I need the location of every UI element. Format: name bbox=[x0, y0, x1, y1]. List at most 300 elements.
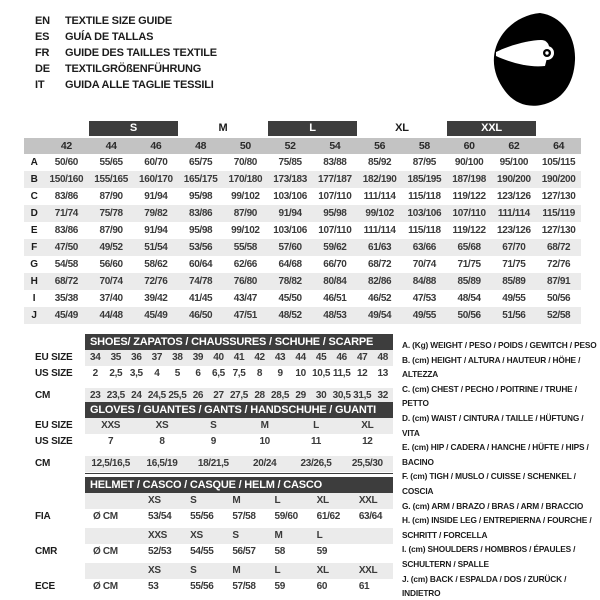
size-value: 80/84 bbox=[323, 276, 347, 287]
helmet-icon bbox=[488, 10, 578, 110]
size-value: 55/56 bbox=[190, 581, 214, 592]
row-label: H bbox=[30, 276, 38, 287]
size-label: XL bbox=[316, 495, 329, 506]
language-code: ES bbox=[35, 31, 50, 43]
size-label: S bbox=[190, 495, 197, 506]
size-value: 45/49 bbox=[144, 310, 168, 321]
size-value: 95/98 bbox=[188, 225, 213, 236]
main-table-row-G bbox=[24, 256, 581, 273]
row-label: J bbox=[31, 310, 37, 321]
size-value: L bbox=[313, 420, 319, 431]
main-table-row-I bbox=[24, 290, 581, 307]
size-number: 42 bbox=[60, 140, 72, 152]
size-value: 56/60 bbox=[99, 259, 123, 270]
size-number: 52 bbox=[284, 140, 296, 152]
size-value: 71/75 bbox=[457, 259, 481, 270]
size-value: 68/72 bbox=[54, 276, 79, 287]
size-label: S bbox=[190, 565, 197, 576]
size-value: 65/68 bbox=[457, 242, 481, 253]
size-value: 99/102 bbox=[231, 225, 260, 236]
size-value: 26 bbox=[192, 390, 204, 401]
size-value: XXS bbox=[101, 420, 121, 431]
size-value: 95/98 bbox=[188, 191, 213, 202]
main-table-row-J bbox=[24, 307, 581, 324]
size-value: 25,5/30 bbox=[351, 458, 383, 469]
row-label: D bbox=[30, 208, 38, 219]
size-value: 38 bbox=[172, 352, 183, 363]
row-label bbox=[35, 528, 85, 544]
size-value: 87/90 bbox=[233, 208, 258, 219]
size-value: 12 bbox=[362, 436, 373, 447]
size-value: 185/195 bbox=[407, 174, 442, 185]
size-value: 6 bbox=[195, 368, 201, 379]
size-label: M bbox=[274, 530, 283, 541]
helmet-size-row bbox=[35, 528, 393, 544]
size-value: 48 bbox=[377, 352, 388, 363]
size-value: 87/90 bbox=[99, 225, 123, 236]
size-value: 59 bbox=[316, 546, 328, 557]
size-value: 79/82 bbox=[144, 208, 168, 219]
size-value: 11,5 bbox=[332, 368, 351, 379]
size-value: 24,5 bbox=[147, 390, 166, 401]
size-value: 31,5 bbox=[353, 390, 372, 401]
unit-cell bbox=[85, 563, 140, 579]
size-value: 7 bbox=[108, 436, 114, 447]
size-value: 61/63 bbox=[367, 242, 392, 253]
size-value: 47/50 bbox=[54, 242, 79, 253]
size-value: 5 bbox=[174, 368, 180, 379]
size-value: 63/66 bbox=[412, 242, 437, 253]
row-cells bbox=[85, 544, 393, 560]
language-row bbox=[35, 77, 217, 93]
main-size-table bbox=[24, 121, 581, 324]
size-value: 11 bbox=[311, 436, 321, 447]
size-value: 39/42 bbox=[144, 293, 168, 304]
size-value: 10,5 bbox=[312, 368, 331, 379]
size-value: 127/130 bbox=[541, 191, 576, 202]
size-value: 57/60 bbox=[278, 242, 302, 253]
size-value: 111/114 bbox=[363, 225, 396, 236]
language-list bbox=[35, 13, 217, 93]
shoes-table bbox=[35, 334, 393, 404]
size-value: 18/21,5 bbox=[197, 458, 229, 469]
size-value: 59 bbox=[274, 581, 285, 592]
size-value: 13 bbox=[377, 368, 388, 379]
helmet-size-row bbox=[35, 563, 393, 579]
size-value: XL bbox=[361, 420, 374, 431]
sub-table-row bbox=[35, 456, 393, 472]
size-value: 127/130 bbox=[541, 225, 576, 236]
size-label: XS bbox=[148, 495, 161, 506]
size-group-row bbox=[24, 121, 581, 136]
size-value: 10 bbox=[259, 436, 270, 447]
size-value: 71/74 bbox=[54, 208, 79, 219]
size-value: 83/86 bbox=[188, 208, 213, 219]
language-title: TEXTILE SIZE GUIDE bbox=[65, 15, 173, 27]
size-value: 37/40 bbox=[99, 293, 123, 304]
size-value: 54/55 bbox=[190, 546, 214, 557]
main-table-row-F bbox=[24, 239, 581, 256]
language-code: FR bbox=[35, 47, 50, 59]
language-title: GUÍA DE TALLAS bbox=[65, 31, 154, 43]
language-code: EN bbox=[35, 15, 50, 27]
size-value: 35/38 bbox=[54, 293, 79, 304]
main-table-row-D bbox=[24, 205, 581, 222]
row-cells bbox=[85, 563, 393, 579]
unit-cell: Ø CM bbox=[93, 546, 118, 557]
size-value: 119/122 bbox=[452, 225, 486, 236]
size-value: 59/60 bbox=[274, 511, 298, 522]
size-value: 53 bbox=[148, 581, 159, 592]
size-value: 49/55 bbox=[412, 310, 437, 321]
row-cells bbox=[85, 366, 393, 382]
gloves-table bbox=[35, 402, 393, 472]
size-value: 111/114 bbox=[363, 191, 396, 202]
row-label bbox=[35, 563, 85, 579]
main-table-row-E bbox=[24, 222, 581, 239]
language-row bbox=[35, 13, 217, 29]
size-value: 55/65 bbox=[99, 157, 123, 168]
size-value: 76/80 bbox=[233, 276, 258, 287]
size-label bbox=[351, 528, 393, 544]
size-value: 39 bbox=[192, 352, 204, 363]
size-value: 35 bbox=[110, 352, 122, 363]
size-value: 37 bbox=[151, 352, 163, 363]
size-value: 66/70 bbox=[323, 259, 347, 270]
legend-item: I. (cm) SHOULDERS / HOMBROS / ÉPAULES / SCHULTERN / SPALLE bbox=[402, 544, 576, 569]
legend-item: G. (cm) ARM / BRAZO / BRAS / ARM / BRACCIO bbox=[402, 500, 584, 511]
size-label: XXL bbox=[358, 565, 378, 576]
size-value: 29 bbox=[295, 390, 306, 401]
row-label: US SIZE bbox=[35, 436, 73, 447]
corner-cell bbox=[24, 138, 44, 154]
size-number: 50 bbox=[239, 140, 251, 152]
helmet-value-row bbox=[35, 579, 393, 595]
size-value: 24 bbox=[131, 390, 142, 401]
helmet-value-row bbox=[35, 509, 393, 525]
size-value: 107/110 bbox=[318, 225, 352, 236]
size-value: 173/183 bbox=[273, 174, 307, 185]
row-cells bbox=[85, 434, 393, 450]
size-value: 46/50 bbox=[188, 310, 213, 321]
size-value: 46/51 bbox=[323, 293, 347, 304]
size-value: 50/60 bbox=[54, 157, 79, 168]
size-value: 46/52 bbox=[367, 293, 392, 304]
size-value: 87/90 bbox=[99, 191, 123, 202]
size-value: 6,5 bbox=[212, 368, 225, 379]
size-value: 52/53 bbox=[148, 546, 172, 557]
size-value: 103/106 bbox=[273, 191, 307, 202]
size-value: 49/55 bbox=[502, 293, 526, 304]
size-value: 30 bbox=[315, 390, 327, 401]
helmet-size-row bbox=[35, 493, 393, 509]
size-value: 87/91 bbox=[546, 276, 571, 287]
size-label: XL bbox=[316, 565, 329, 576]
size-value: 75/78 bbox=[99, 208, 123, 219]
size-value: 71/75 bbox=[502, 259, 526, 270]
size-value: 49/54 bbox=[367, 310, 392, 321]
language-row bbox=[35, 45, 217, 61]
row-label: E bbox=[30, 225, 38, 236]
legend-item: B. (cm) HEIGHT / ALTURA / HAUTEUR / HÖHE / ALTEZZA bbox=[402, 354, 581, 380]
size-value: 48/52 bbox=[278, 310, 302, 321]
standard-label: CMR bbox=[35, 546, 58, 557]
size-value: 150/160 bbox=[49, 174, 84, 185]
size-value: 3,5 bbox=[129, 368, 143, 379]
size-value: 57/58 bbox=[232, 581, 256, 592]
size-value: 107/110 bbox=[452, 208, 486, 219]
size-value: 155/165 bbox=[94, 174, 128, 185]
size-label: XXL bbox=[358, 495, 378, 506]
language-title: GUIDA ALLE TAGLIE TESSILI bbox=[65, 79, 214, 91]
row-label: G bbox=[30, 259, 38, 270]
size-value: 87/95 bbox=[412, 157, 437, 168]
language-row bbox=[35, 29, 217, 45]
size-value: 52/58 bbox=[546, 310, 571, 321]
legend-item: F. (cm) TIGH / MUSLO / CUISSE / SCHENKEL / COSCIA bbox=[402, 471, 576, 496]
size-value: 58/62 bbox=[144, 259, 168, 270]
size-value: 165/175 bbox=[183, 174, 218, 185]
size-group-xl: XL bbox=[395, 122, 409, 134]
size-label: XS bbox=[148, 565, 161, 576]
size-value: 47/51 bbox=[233, 310, 258, 321]
size-value: 160/170 bbox=[139, 174, 173, 185]
size-value: 103/106 bbox=[273, 225, 307, 236]
row-label: EU SIZE bbox=[35, 352, 73, 363]
size-value: 105/115 bbox=[542, 157, 576, 168]
size-value: 70/80 bbox=[233, 157, 258, 168]
size-number-row bbox=[24, 138, 581, 154]
row-cells bbox=[85, 509, 393, 525]
size-value: 53/54 bbox=[148, 511, 172, 522]
unit-cell bbox=[85, 493, 140, 509]
size-value: 83/86 bbox=[54, 225, 79, 236]
size-value: 115/119 bbox=[542, 208, 575, 219]
size-value: 23/26,5 bbox=[300, 458, 332, 469]
size-value: 48/53 bbox=[323, 310, 347, 321]
size-value: 45/50 bbox=[278, 293, 302, 304]
size-value: 51/54 bbox=[144, 242, 168, 253]
size-value: 67/70 bbox=[502, 242, 526, 253]
size-number: 60 bbox=[463, 140, 475, 152]
size-value: 61/62 bbox=[316, 511, 340, 522]
language-code: IT bbox=[35, 79, 45, 91]
size-value: 64/68 bbox=[278, 259, 302, 270]
size-label: XXS bbox=[148, 530, 167, 541]
size-value: 41/45 bbox=[188, 293, 213, 304]
size-group-xxl: XXL bbox=[447, 121, 537, 136]
measurement-legend bbox=[402, 338, 599, 600]
size-value: 190/200 bbox=[497, 174, 531, 185]
main-table-row-A bbox=[24, 154, 581, 171]
row-label bbox=[35, 493, 85, 509]
main-table-row-C bbox=[24, 188, 581, 205]
sub-table-row bbox=[35, 350, 393, 366]
size-group-s: S bbox=[89, 121, 179, 136]
size-value: 95/98 bbox=[323, 208, 347, 219]
row-label: CM bbox=[35, 390, 51, 401]
shoes-table-title: SHOES/ ZAPATOS / CHAUSSURES / SCHUHE / SCARPE bbox=[85, 334, 393, 350]
size-value: 20/24 bbox=[253, 458, 277, 469]
size-group-m: M bbox=[218, 122, 228, 134]
size-number: 54 bbox=[329, 140, 341, 152]
language-code: DE bbox=[35, 63, 50, 75]
size-value: 84/88 bbox=[412, 276, 437, 287]
size-value: 36 bbox=[131, 352, 142, 363]
legend-item: J. (cm) BACK / ESPALDA / DOS / ZURÜCK / INDIETRO bbox=[402, 573, 567, 599]
size-value: 8 bbox=[256, 368, 263, 379]
size-value: 45/49 bbox=[54, 310, 79, 321]
size-value: 60 bbox=[316, 581, 328, 592]
size-value: 28,5 bbox=[271, 390, 290, 401]
row-label: F bbox=[31, 242, 37, 253]
size-value: 8 bbox=[159, 436, 165, 447]
main-table-row-H bbox=[24, 273, 581, 290]
helmet-value-row bbox=[35, 544, 393, 560]
size-value: 34 bbox=[90, 352, 101, 363]
size-number: 48 bbox=[195, 140, 207, 152]
size-value: 83/88 bbox=[323, 157, 347, 168]
size-value: 60/64 bbox=[188, 259, 213, 270]
size-number: 46 bbox=[150, 140, 162, 152]
size-number: 56 bbox=[374, 140, 386, 152]
size-value: 107/110 bbox=[318, 191, 352, 202]
row-cells bbox=[85, 418, 393, 434]
size-value: 43/47 bbox=[233, 293, 258, 304]
size-value: 47/53 bbox=[412, 293, 437, 304]
row-label: A bbox=[30, 157, 38, 168]
size-value: 123/126 bbox=[497, 225, 531, 236]
size-value: 2,5 bbox=[109, 368, 123, 379]
size-value: 83/86 bbox=[54, 191, 79, 202]
size-label: L bbox=[274, 565, 281, 576]
size-value: 40 bbox=[213, 352, 224, 363]
size-value: 111/114 bbox=[497, 208, 530, 219]
size-value: 90/100 bbox=[454, 157, 484, 168]
size-value: 12 bbox=[356, 368, 368, 379]
size-value: 95/100 bbox=[499, 157, 529, 168]
size-value: 23,5 bbox=[106, 390, 125, 401]
standard-label: ECE bbox=[35, 581, 55, 592]
gloves-table-title: GLOVES / GUANTES / GANTS / HANDSCHUHE / GUANTI bbox=[85, 402, 393, 418]
size-value: 46 bbox=[336, 352, 347, 363]
row-cells bbox=[85, 493, 393, 509]
size-value: 45 bbox=[315, 352, 327, 363]
size-value: 27,5 bbox=[229, 390, 249, 401]
size-value bbox=[351, 544, 393, 560]
language-row bbox=[35, 61, 217, 77]
legend-item: A. (Kg) WEIGHT / PESO / POIDS / GEWITCH / PESO bbox=[402, 340, 597, 350]
standard-label: FIA bbox=[35, 511, 51, 522]
size-value: 9 bbox=[210, 436, 216, 447]
size-value: 62/66 bbox=[233, 259, 258, 270]
size-label: L bbox=[274, 495, 281, 506]
size-value: 30,5 bbox=[332, 390, 351, 401]
size-value: 55/56 bbox=[190, 511, 214, 522]
legend-item: H. (cm) INSIDE LEG / ENTREPIERNA / FOURCHE / SCHRITT / FORCELLA bbox=[402, 515, 592, 540]
size-value: 119/122 bbox=[452, 191, 486, 202]
size-value: 9 bbox=[277, 368, 283, 379]
size-label: XS bbox=[190, 530, 203, 541]
size-value: 56/57 bbox=[232, 546, 256, 557]
size-value: 103/106 bbox=[407, 208, 442, 219]
unit-cell: Ø CM bbox=[93, 581, 118, 592]
size-value: 51/56 bbox=[502, 310, 526, 321]
row-label: C bbox=[30, 191, 38, 202]
size-value: 43 bbox=[274, 352, 286, 363]
main-table-row-B bbox=[24, 171, 581, 188]
size-value: 72/76 bbox=[144, 276, 168, 287]
size-value: 54/58 bbox=[54, 259, 79, 270]
size-value: 78/82 bbox=[278, 276, 302, 287]
size-value: 170/180 bbox=[228, 174, 263, 185]
size-value: 115/118 bbox=[408, 191, 441, 202]
size-number: 64 bbox=[553, 140, 565, 152]
helmet-table-title: HELMET / CASCO / CASQUE / HELM / CASCO bbox=[85, 477, 393, 493]
size-value: 53/56 bbox=[188, 242, 213, 253]
row-label: I bbox=[32, 293, 36, 304]
size-label: S bbox=[232, 530, 239, 541]
size-value: 44/48 bbox=[99, 310, 123, 321]
size-value: 74/78 bbox=[188, 276, 213, 287]
size-value: 2 bbox=[92, 368, 98, 379]
size-value: 182/190 bbox=[362, 174, 397, 185]
size-value: 27 bbox=[213, 390, 224, 401]
size-value: 91/94 bbox=[144, 191, 168, 202]
row-cells bbox=[85, 579, 393, 595]
size-value: 32 bbox=[377, 390, 388, 401]
row-label: B bbox=[30, 174, 38, 185]
size-value: 48/54 bbox=[457, 293, 481, 304]
row-cells bbox=[85, 528, 393, 544]
size-value: 61 bbox=[358, 581, 370, 592]
row-label: US SIZE bbox=[35, 368, 73, 379]
size-value: 85/89 bbox=[502, 276, 526, 287]
size-group-l: L bbox=[268, 121, 358, 136]
row-cells bbox=[85, 456, 393, 472]
size-value: 70/74 bbox=[99, 276, 123, 287]
legend-item: E. (cm) HIP / CADERA / HANCHE / HÜFTE / HIPS / BACINO bbox=[402, 442, 589, 467]
size-value: 85/89 bbox=[457, 276, 481, 287]
size-value: 190/200 bbox=[541, 174, 576, 185]
size-value: 28 bbox=[254, 390, 265, 401]
size-value: 57/58 bbox=[232, 511, 256, 522]
size-value: 41 bbox=[233, 352, 245, 363]
size-value: 55/58 bbox=[233, 242, 258, 253]
size-value: 7,5 bbox=[232, 368, 246, 379]
size-value: 177/187 bbox=[318, 174, 352, 185]
size-value: 25,5 bbox=[168, 390, 187, 401]
size-value: 91/94 bbox=[144, 225, 168, 236]
size-value: M bbox=[260, 420, 269, 431]
legend-item: C. (cm) CHEST / PECHO / POITRINE / TRUHE / PETTO bbox=[402, 383, 577, 409]
size-value: 50/56 bbox=[457, 310, 481, 321]
size-value: 42 bbox=[254, 352, 265, 363]
unit-cell: Ø CM bbox=[93, 511, 118, 522]
size-value: 115/118 bbox=[408, 225, 441, 236]
legend-item: D. (cm) WAIST / CINTURA / TAILLE / HÜFTUNG / VITA bbox=[402, 412, 584, 438]
size-value: 44 bbox=[295, 352, 306, 363]
size-number: 58 bbox=[418, 140, 430, 152]
size-value: 50/56 bbox=[546, 293, 571, 304]
size-value: 10 bbox=[295, 368, 306, 379]
size-value: 65/75 bbox=[188, 157, 213, 168]
row-cells bbox=[85, 350, 393, 366]
size-value: 59/62 bbox=[323, 242, 347, 253]
section-divider bbox=[85, 473, 393, 474]
sub-table-row bbox=[35, 366, 393, 382]
helmet-table bbox=[35, 477, 393, 595]
